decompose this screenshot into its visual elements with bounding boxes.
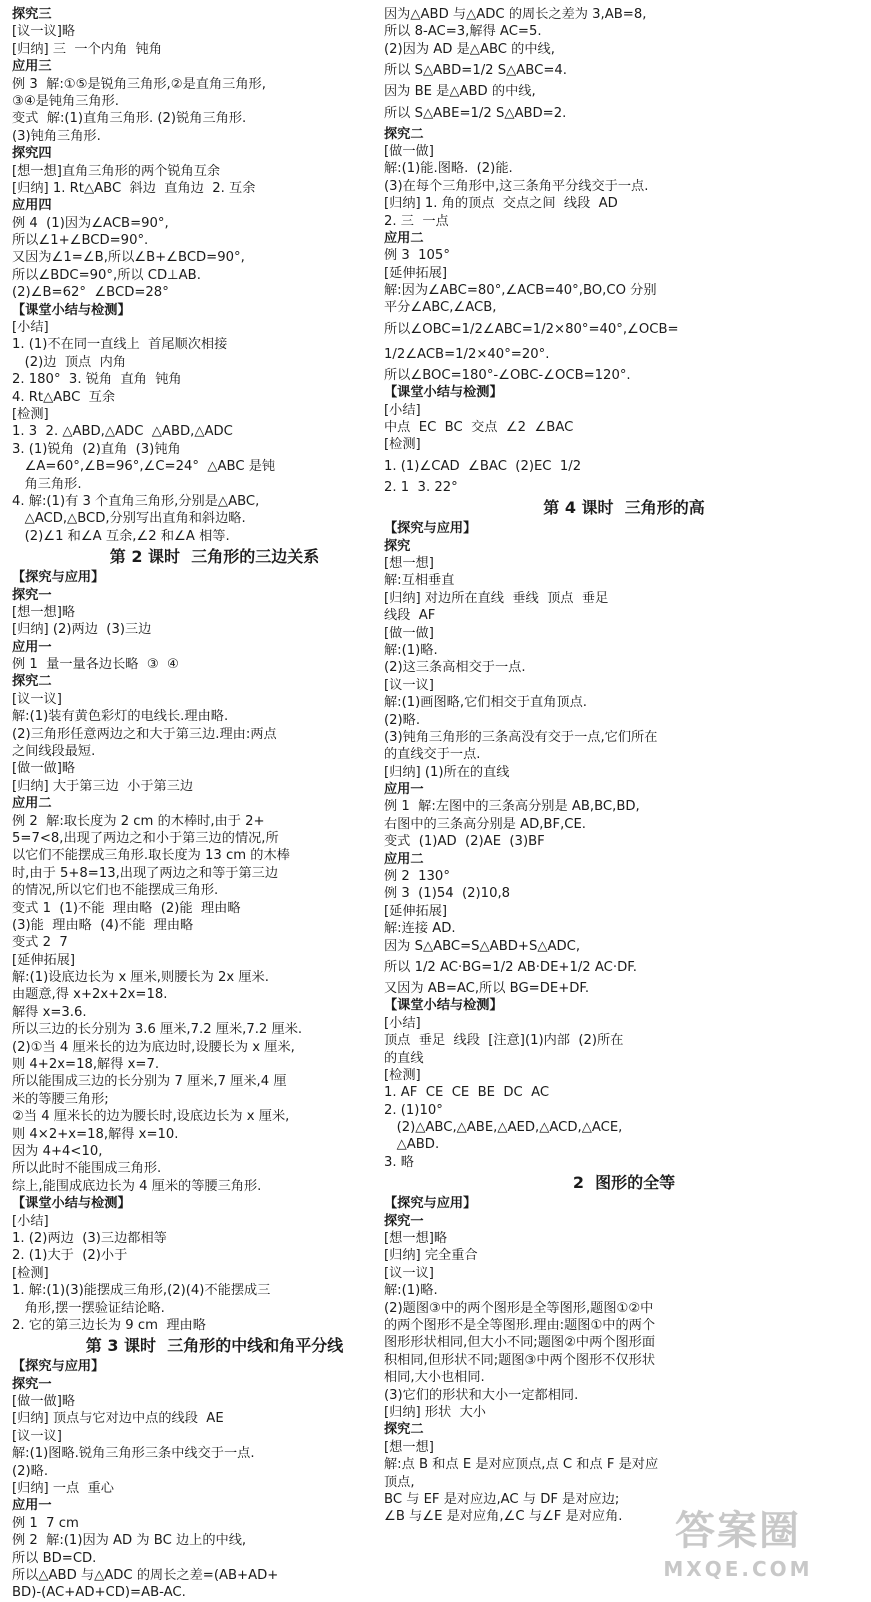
text-line: [归纳] 顶点与它对边中点的线段 AE xyxy=(12,1411,224,1427)
text-line: 图形形状相同,但大小不同;题图②中两个图形面 xyxy=(384,1335,656,1351)
text-line: 解:(1)设底边长为 x 厘米,则腰长为 2x 厘米. xyxy=(12,970,269,986)
text-line: [议一议] xyxy=(384,677,434,693)
text-line: 解:(1)画图略,它们相交于直角顶点. xyxy=(384,695,587,711)
text-line: 米的等腰三角形; xyxy=(12,1091,109,1107)
text-line: 以它们不能摆成三角形.取长度为 13 cm 的木棒 xyxy=(12,848,290,864)
text-line: [想一想]略 xyxy=(384,1231,448,1247)
text-line: [归纳] 1. Rt△ABC 斜边 直角边 2. 互余 xyxy=(12,180,256,196)
text-line: 角三角形. xyxy=(12,476,82,492)
text-line: 例 2 130° xyxy=(384,869,450,885)
text-line: (3)在每个三角形中,这三条角平分线交于一点. xyxy=(384,178,649,194)
text-line: BC 与 EF 是对应边,AC 与 DF 是对应边; xyxy=(384,1491,620,1507)
text-line: 线段 AF xyxy=(384,608,436,624)
heading-line: 【课堂小结与检测】 xyxy=(12,302,131,318)
text-line: 1. 解:(1)(3)能摆成三角形,(2)(4)不能摆成三 xyxy=(12,1283,271,1299)
text-line: 1. (1)不在同一直线上 首尾顺次相接 xyxy=(12,337,228,353)
heading-line: 【课堂小结与检测】 xyxy=(384,385,503,401)
text-line: △ACD,△BCD,分别写出直角和斜边略. xyxy=(12,511,246,527)
text-line: [做一做] xyxy=(384,625,434,641)
text-line: 顶点 垂足 线段 [注意](1)内部 (2)所在 xyxy=(384,1033,624,1049)
text-line: 2. (1)10° xyxy=(384,1102,443,1118)
text-line: (2)略. xyxy=(12,1463,49,1479)
text-line: BD)-(AC+AD+CD)=AB-AC. xyxy=(12,1585,186,1601)
text-line: 顶点, xyxy=(384,1474,415,1490)
watermark-logo xyxy=(613,1506,863,1594)
text-line: [归纳] 1. 角的顶点 交点之间 线段 AD xyxy=(384,196,618,212)
heading-line: 探究二 xyxy=(384,1422,424,1438)
text-line: 1. (2)两边 (3)三边都相等 xyxy=(12,1230,167,1246)
text-line: [归纳] 完全重合 xyxy=(384,1248,478,1264)
text-line: [做一做] xyxy=(384,143,434,159)
text-line: 所以此时不能围成三角形. xyxy=(12,1161,162,1177)
heading-line: 【探究与应用】 xyxy=(12,1359,105,1375)
text-line: [议一议]略 xyxy=(12,24,76,40)
text-line: 2. (1)大于 (2)小于 xyxy=(12,1248,128,1264)
text-line: [归纳] 对边所在直线 垂线 顶点 垂足 xyxy=(384,590,609,606)
text-line: 的两个图形不是全等图形.理由:题图①中的两个 xyxy=(384,1318,656,1333)
heading-line: 应用一 xyxy=(384,782,424,798)
text-line: ②当 4 厘米长的边为腰长时,设底边长为 x 厘米, xyxy=(12,1109,290,1125)
text-line: 的情况,所以它们也不能摆成三角形. xyxy=(12,883,219,899)
text-line: 3. (1)锐角 (2)直角 (3)钝角 xyxy=(12,441,181,457)
text-line: 例 1 量一量各边长略 ③ ④ xyxy=(12,657,179,673)
text-line: [检测] xyxy=(12,1265,49,1281)
section-title: 第 4 课时 三角形的高 xyxy=(543,498,705,518)
text-line: 综上,能围成底边长为 4 厘米的等腰三角形. xyxy=(12,1178,262,1194)
text-line: 所以∠OBC=1/2∠ABC=1/2×80°=40°,∠OCB= xyxy=(384,321,679,337)
text-line: 平分∠ABC,∠ACB, xyxy=(384,300,497,316)
text-line: 例 3 解:①⑤是锐角三角形,②是直角三角形, xyxy=(12,76,266,92)
text-line: 解:(1)略. xyxy=(384,642,438,658)
text-line: 由题意,得 x+2x+2x=18. xyxy=(12,987,168,1003)
text-line: [做一做]略 xyxy=(12,1394,76,1410)
text-line: (2)三角形任意两边之和大于第三边.理由:两点 xyxy=(12,726,277,742)
text-line: [归纳] 一点 重心 xyxy=(12,1481,114,1497)
text-line: 4. Rt△ABC 互余 xyxy=(12,389,116,405)
text-line: 解:点 B 和点 E 是对应顶点,点 C 和点 F 是对应 xyxy=(384,1457,659,1473)
heading-line: 【探究与应用】 xyxy=(384,521,477,537)
text-line: ∠A=60°,∠B=96°,∠C=24° △ABC 是钝 xyxy=(12,459,276,475)
text-line: (3)钝角三角形. xyxy=(12,128,101,144)
text-line: 1. (1)∠CAD ∠BAC (2)EC 1/2 xyxy=(384,458,582,474)
text-line: ③④是钝角三角形. xyxy=(12,93,119,109)
text-line: 则 4+2x=18,解得 x=7. xyxy=(12,1057,160,1073)
text-line: 所以∠1+∠BCD=90°. xyxy=(12,233,149,249)
text-line: 解:(1)能.图略. (2)能. xyxy=(384,161,513,177)
text-line: [想一想]略 xyxy=(12,604,76,620)
text-line: [归纳] (2)两边 (3)三边 xyxy=(12,622,152,638)
left-column xyxy=(12,6,417,1602)
text-line: 解:(1)略. xyxy=(384,1283,438,1299)
text-line: (2)①当 4 厘米长的边为底边时,设腰长为 x 厘米, xyxy=(12,1039,295,1055)
text-line: [议一议] xyxy=(12,1428,62,1444)
heading-line: 【课堂小结与检测】 xyxy=(12,1196,131,1212)
heading-line: 【课堂小结与检测】 xyxy=(384,998,503,1014)
text-line: 1. 3 2. △ABD,△ADC △ABD,△ADC xyxy=(12,424,233,440)
text-line: 变式 1 (1)不能 理由略 (2)能 理由略 xyxy=(12,900,241,916)
text-line: 所以 8-AC=3,解得 AC=5. xyxy=(384,24,542,40)
heading-line: 探究三 xyxy=(12,7,52,22)
text-line: 1/2∠ACB=1/2×40°=20°. xyxy=(384,346,550,362)
text-line: (2)∠B=62° ∠BCD=28° xyxy=(12,285,169,301)
text-line: 所以 S△ABD=1/2 S△ABC=4. xyxy=(384,63,567,79)
text-line: 解:(1)装有黄色彩灯的电线长.理由略. xyxy=(12,709,229,725)
text-line: 的直线 xyxy=(384,1050,424,1066)
text-line: 右图中的三条高分别是 AD,BF,CE. xyxy=(384,816,586,832)
text-line: 变式 解:(1)直角三角形. (2)锐角三角形. xyxy=(12,111,247,127)
text-line: 因为△ABD 与△ADC 的周长之差为 3,AB=8, xyxy=(384,7,647,22)
text-line: (2)△ABC,△ABE,△AED,△ACD,△ACE, xyxy=(384,1120,623,1136)
heading-line: 探究 xyxy=(384,538,411,554)
text-line: 中点 EC BC 交点 ∠2 ∠BAC xyxy=(384,420,574,436)
text-line: 因为 BE 是△ABD 的中线, xyxy=(384,84,536,100)
text-line: (3)钝角三角形的三条高没有交于一点,它们所在 xyxy=(384,729,658,745)
text-line: [归纳] 大于第三边 小于第三边 xyxy=(12,778,194,794)
text-line: 2. 三 一点 xyxy=(384,213,449,229)
text-line: 之间线段最短. xyxy=(12,744,96,760)
text-line: 5=7<8,出现了两边之和小于第三边的情况,所 xyxy=(12,830,279,846)
watermark-url: MXQE.COM xyxy=(663,1557,813,1581)
text-line: [议一议] xyxy=(12,691,62,707)
heading-line: 探究二 xyxy=(384,126,424,142)
text-line: 1. AF CE CE BE DC AC xyxy=(384,1085,550,1101)
text-line: 例 3 (1)54 (2)10,8 xyxy=(384,886,511,902)
heading-line: 应用二 xyxy=(384,230,424,246)
text-line: [检测] xyxy=(384,1067,421,1083)
text-line: ∠B 与∠E 是对应角,∠C 与∠F 是对应角. xyxy=(384,1509,623,1525)
section-title: 第 2 课时 三角形的三边关系 xyxy=(109,547,320,567)
text-line: 4. 解:(1)有 3 个直角三角形,分别是△ABC, xyxy=(12,493,260,509)
heading-line: 应用二 xyxy=(12,796,52,812)
text-line: △ABD. xyxy=(384,1137,440,1153)
text-line: 角形,摆一摆验证结论略. xyxy=(12,1300,165,1316)
text-line: [小结] xyxy=(384,402,421,418)
text-line: [小结] xyxy=(12,1213,49,1229)
text-line: 例 2 解:取长度为 2 cm 的木棒时,由于 2+ xyxy=(12,813,265,829)
text-line: 所以 S△ABE=1/2 S△ABD=2. xyxy=(384,105,567,121)
text-line: [想一想]直角三角形的两个锐角互余 xyxy=(12,163,221,179)
text-line: [归纳] 形状 大小 xyxy=(384,1404,486,1420)
text-line: (2)略. xyxy=(384,712,421,728)
heading-line: 探究一 xyxy=(12,587,52,603)
text-line: 例 1 解:左图中的三条高分别是 AB,BC,BD, xyxy=(384,799,640,815)
text-line: (2)边 顶点 内角 xyxy=(12,354,126,370)
heading-line: 探究一 xyxy=(384,1213,424,1229)
text-line: 解:因为∠ABC=80°,∠ACB=40°,BO,CO 分别 xyxy=(384,283,657,299)
text-line: 所以 BD=CD. xyxy=(12,1550,97,1566)
text-line: 积相同,但形状不同;题图③中两个图形不仅形状 xyxy=(384,1352,656,1368)
text-line: 相同,大小也相同. xyxy=(384,1370,485,1386)
text-line: 所以能围成三边的长分别为 7 厘米,7 厘米,4 厘 xyxy=(12,1074,287,1090)
heading-line: 应用一 xyxy=(12,1498,52,1514)
text-line: (3)它们的形状和大小一定都相同. xyxy=(384,1387,579,1403)
text-line: 解得 x=3.6. xyxy=(12,1004,87,1020)
heading-line: 探究一 xyxy=(12,1376,52,1392)
heading-line: 探究二 xyxy=(12,674,52,690)
text-line: 所以 1/2 AC·BG=1/2 AB·DE+1/2 AC·DF. xyxy=(384,959,637,975)
text-line: 解:连接 AD. xyxy=(384,921,456,937)
heading-line: 【探究与应用】 xyxy=(384,1196,477,1212)
text-line: [议一议] xyxy=(384,1265,434,1281)
text-line: [延伸拓展] xyxy=(384,265,448,281)
text-line: (2)这三条高相交于一点. xyxy=(384,660,526,676)
heading-line: 应用二 xyxy=(384,851,424,867)
text-line: 2. 1 3. 22° xyxy=(384,479,458,495)
text-line: 因为 S△ABC=S△ABD+S△ADC, xyxy=(384,938,581,954)
text-line: 变式 (1)AD (2)AE (3)BF xyxy=(384,834,545,850)
text-line: 所以∠BOC=180°-∠OBC-∠OCB=120°. xyxy=(384,367,631,383)
text-line: 2. 180° 3. 锐角 直角 钝角 xyxy=(12,372,182,388)
text-line: [想一想] xyxy=(384,1439,434,1455)
text-line: 例 3 105° xyxy=(384,248,450,264)
text-line: [想一想] xyxy=(384,555,434,571)
text-line: [延伸拓展] xyxy=(384,903,448,919)
heading-line: 【探究与应用】 xyxy=(12,570,105,586)
text-line: (2)因为 AD 是△ABC 的中线, xyxy=(384,41,555,57)
text-line: 例 4 (1)因为∠ACB=90°, xyxy=(12,215,169,231)
text-line: [归纳] (1)所在的直线 xyxy=(384,764,510,780)
heading-line: 应用一 xyxy=(12,639,52,655)
text-line: 变式 2 7 xyxy=(12,935,68,951)
text-line: (2)∠1 和∠A 互余,∠2 和∠A 相等. xyxy=(12,528,230,544)
section-title: 第 3 课时 三角形的中线和角平分线 xyxy=(85,1336,344,1356)
text-line: 又因为∠1=∠B,所以∠B+∠BCD=90°, xyxy=(12,250,245,266)
text-line: 所以三边的长分别为 3.6 厘米,7.2 厘米,7.2 厘米. xyxy=(12,1022,303,1038)
text-line: 所以∠BDC=90°,所以 CD⊥AB. xyxy=(12,267,201,283)
heading-line: 应用四 xyxy=(12,198,52,214)
watermark-title: 答案圈 xyxy=(675,1508,801,1554)
text-line: 时,由于 5+8=13,出现了两边之和等于第三边 xyxy=(12,865,279,881)
text-line: 的直线交于一点. xyxy=(384,747,481,763)
text-line: [小结] xyxy=(384,1015,421,1031)
text-line: [做一做]略 xyxy=(12,761,76,777)
text-line: 2. 它的第三边长为 9 cm 理由略 xyxy=(12,1317,206,1333)
text-line: 例 2 解:(1)因为 AD 为 BC 边上的中线, xyxy=(12,1533,247,1549)
text-line: [检测] xyxy=(384,437,421,453)
text-line: [归纳] 三 一个内角 钝角 xyxy=(12,41,162,57)
text-line: 又因为 AB=AC,所以 BG=DE+DF. xyxy=(384,980,590,996)
text-line: (3)能 理由略 (4)不能 理由略 xyxy=(12,917,194,933)
text-line: [延伸拓展] xyxy=(12,952,76,968)
text-line: 所以△ABD 与△ADC 的周长之差=(AB+AD+ xyxy=(12,1567,279,1583)
text-line: 解:(1)图略.锐角三角形三条中线交于一点. xyxy=(12,1446,255,1462)
text-line: 3. 略 xyxy=(384,1154,414,1170)
text-line: (2)题图③中的两个图形是全等图形,题图①②中 xyxy=(384,1300,654,1316)
right-column xyxy=(384,6,864,1526)
text-line: 解:互相垂直 xyxy=(384,573,455,589)
heading-line: 应用三 xyxy=(12,59,52,75)
heading-line: 探究四 xyxy=(12,146,52,162)
text-line: [小结] xyxy=(12,320,49,336)
text-line: 因为 4+4<10, xyxy=(12,1144,103,1159)
text-line: 则 4×2+x=18,解得 x=10. xyxy=(12,1126,179,1142)
text-line: 例 1 7 cm xyxy=(12,1515,79,1531)
text-line: [检测] xyxy=(12,406,49,422)
section-title: 2 图形的全等 xyxy=(572,1173,676,1193)
